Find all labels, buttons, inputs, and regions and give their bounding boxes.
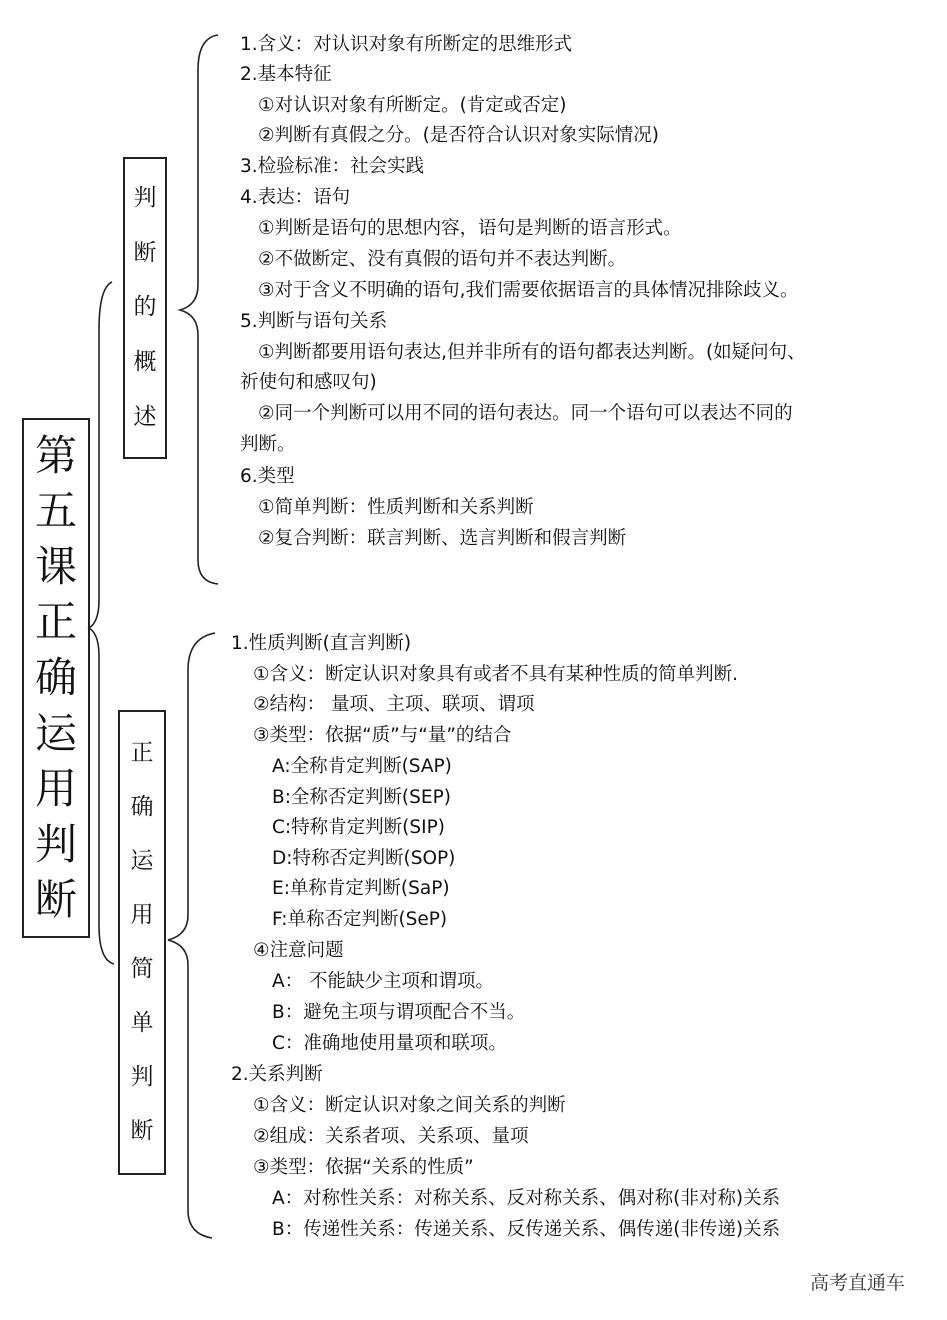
- branch1-line: ①判断是语句的思想内容，语句是判断的语言形式。: [258, 218, 682, 239]
- branch2-line: ①含义：断定认识对象具有或者不具有某种性质的简单判断.: [253, 664, 738, 685]
- branch1-line: ①判断都要用语句表达,但并非所有的语句都表达判断。(如疑问句、: [258, 342, 806, 363]
- branch2-line: ③类型：依据“质”与“量”的结合: [253, 725, 512, 746]
- branch2-line: D:特称否定判断(SOP): [272, 848, 456, 869]
- branch2-label-char: 用: [130, 901, 154, 928]
- branch2-line: C:特称肯定判断(SIP): [272, 817, 445, 838]
- branch1-label-char: 述: [133, 404, 157, 431]
- branch1-line: 2.基本特征: [240, 64, 332, 85]
- watermark: 高考直通车: [810, 1272, 906, 1294]
- branch1-label-char: 的: [133, 294, 157, 321]
- branch2-line: A： 不能缺少主项和谓项。: [272, 971, 495, 992]
- title-char: 课: [34, 541, 77, 591]
- title-char: 运: [34, 708, 77, 758]
- branch1-line: ③对于含义不明确的语句,我们需要依据语言的具体情况排除歧义。: [258, 280, 799, 301]
- branch2-label-char: 运: [130, 847, 154, 874]
- branch2-line: B：避免主项与谓项配合不当。: [272, 1002, 526, 1023]
- branch1-line: ②判断有真假之分。(是否符合认识对象实际情况): [258, 125, 660, 146]
- branch2-line: ①含义：断定认识对象之间关系的判断: [253, 1095, 566, 1116]
- branch2-label-char: 确: [130, 793, 154, 820]
- branch2-line: ④注意问题: [253, 940, 344, 961]
- branch2-line: B：传递性关系：传递关系、反传递关系、偶传递(非传递)关系: [272, 1219, 781, 1240]
- branch1-line: 3.检验标准：社会实践: [240, 156, 425, 177]
- branch2-label-char: 单: [130, 1010, 154, 1037]
- branch2-line: C：准确地使用量项和联项。: [272, 1033, 507, 1054]
- branch1-line: 6.类型: [240, 466, 295, 487]
- branch1-line: 4.表达：语句: [240, 187, 351, 208]
- title-char: 确: [34, 652, 77, 702]
- branch1-label-char: 断: [133, 239, 157, 266]
- title-char: 五: [34, 486, 77, 536]
- branch1-label-char: 判: [133, 184, 157, 211]
- branch1-line: ②不做断定、没有真假的语句并不表达判断。: [258, 249, 627, 270]
- branch1-line: ②同一个判断可以用不同的语句表达。同一个语句可以表达不同的: [258, 403, 793, 424]
- branch1-label-box: [123, 157, 167, 459]
- title-char: 第: [34, 430, 77, 480]
- branch1-line: ①对认识对象有所断定。(肯定或否定): [258, 95, 567, 116]
- branch2-line: B:全称否定判断(SEP): [272, 787, 451, 808]
- title-char: 判: [34, 819, 77, 869]
- branch1-line: 判断。: [240, 434, 296, 455]
- branch2-line: E:单称肯定判断(SaP): [272, 878, 450, 899]
- branch2-line: F:单称否定判断(SeP): [272, 909, 448, 930]
- branch1-line: 祈使句和感叹句): [240, 372, 377, 393]
- branch1-line: 5.判断与语句关系: [240, 311, 388, 332]
- title-char: 断: [34, 875, 77, 925]
- title-box: [22, 418, 90, 938]
- branch1-line: 1.含义：对认识对象有所断定的思维形式: [240, 34, 573, 55]
- branch1-label-char: 概: [133, 349, 157, 376]
- branch2-label-char: 简: [130, 956, 154, 983]
- branch2-label-box: [118, 710, 166, 1175]
- branch2-line: A:全称肯定判断(SAP): [272, 756, 452, 777]
- branch2-line: A：对称性关系：对称关系、反对称关系、偶对称(非对称)关系: [272, 1188, 781, 1209]
- branch2-line: ③类型：依据“关系的性质”: [253, 1157, 474, 1178]
- title-char: 正: [34, 597, 77, 647]
- branch2-label-char: 判: [130, 1064, 154, 1091]
- branch2-line: ②结构： 量项、主项、联项、谓项: [253, 694, 535, 715]
- branch2-line: ②组成：关系者项、关系项、量项: [253, 1126, 529, 1147]
- branch2-label-char: 断: [130, 1118, 154, 1145]
- branch2-line: 2.关系判断: [231, 1064, 323, 1085]
- branch2-line: 1.性质判断(直言判断): [231, 633, 412, 654]
- branch2-label-char: 正: [130, 739, 154, 766]
- branch1-line: ②复合判断：联言判断、选言判断和假言判断: [258, 528, 627, 549]
- title-char: 用: [34, 764, 77, 814]
- branch1-line: ①简单判断：性质判断和关系判断: [258, 497, 534, 518]
